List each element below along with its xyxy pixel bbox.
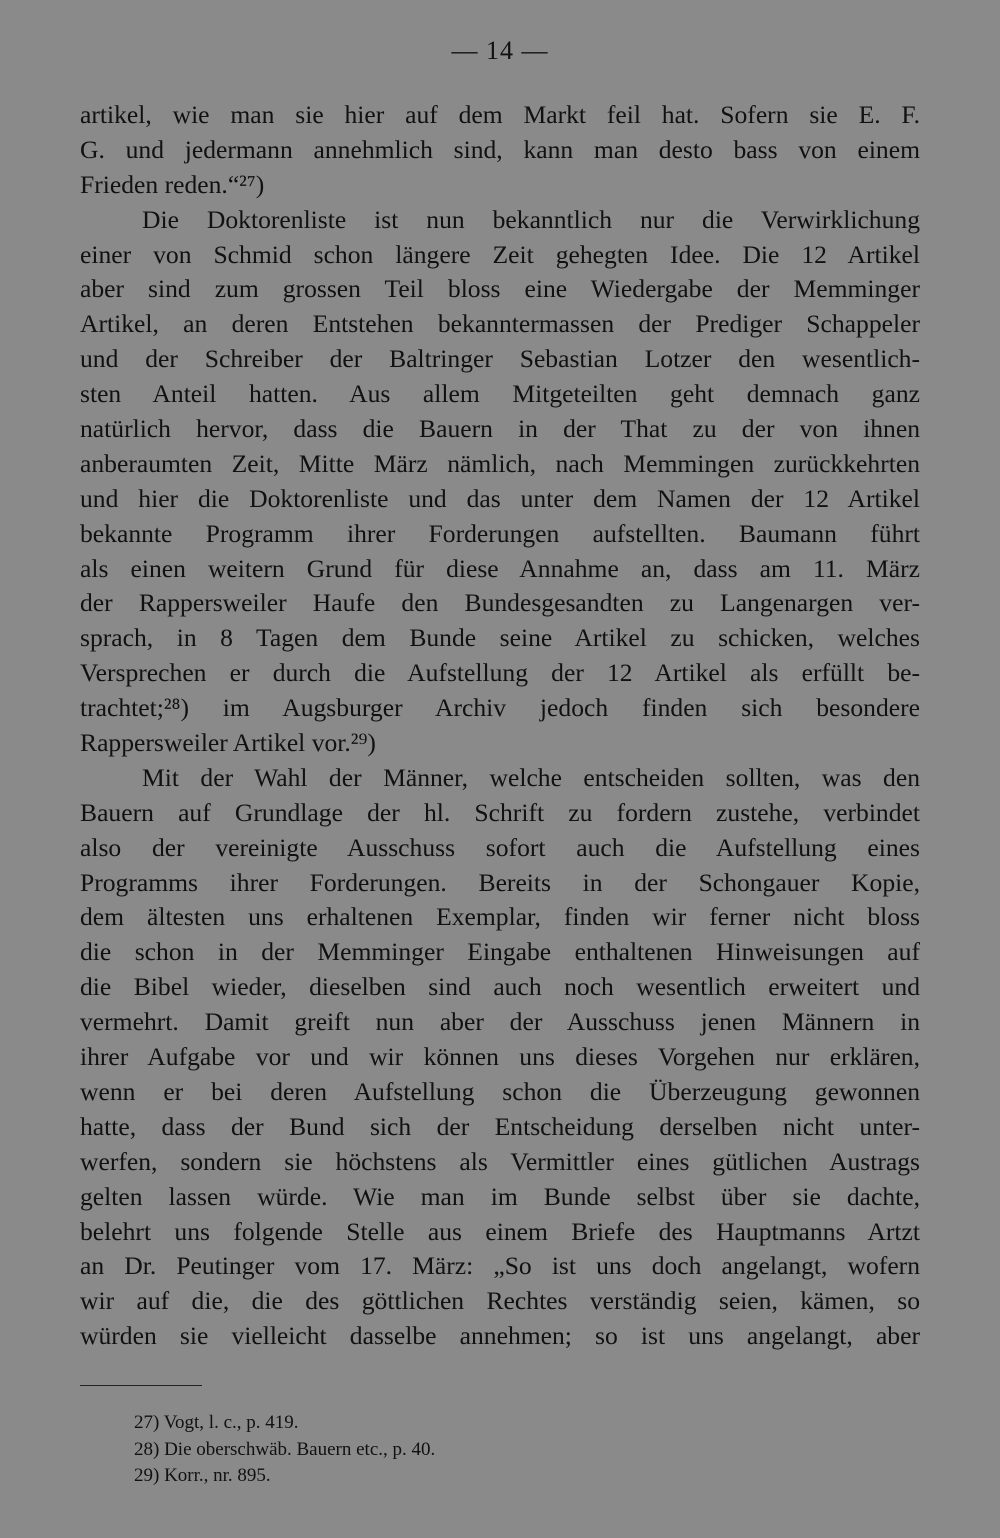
text-line: als einen weitern Grund für diese Annahme an, dass am 11. März [80, 553, 920, 583]
text-line: Bauern auf Grundlage der hl. Schrift zu fordern zustehe, verbindet [80, 797, 920, 827]
text-line: Artikel, an deren Entstehen bekanntermassen der Prediger Schappeler [80, 309, 920, 339]
text-line: die schon in der Memminger Eingabe enthaltenen Hinweisungen auf [80, 937, 920, 967]
text-line: bekannte Programm ihrer Forderungen aufstellten. Baumann führt [80, 518, 920, 548]
text-line: würden sie vielleicht dasselbe annehmen; so ist uns angelangt, aber [80, 1321, 920, 1351]
text-line: Die Doktorenliste ist nun bekanntlich nur die Verwirklichung [142, 204, 920, 234]
text-line: vermehrt. Damit greift nun aber der Ausschuss jenen Männern in [80, 1007, 920, 1037]
text-line: einer von Schmid schon längere Zeit gehegten Idee. Die 12 Artikel [80, 239, 920, 269]
page-number: — 14 — [451, 36, 549, 65]
text-line: belehrt uns folgende Stelle aus einem Briefe des Hauptmanns Artzt [80, 1216, 920, 1246]
text-line: hatte, dass der Bund sich der Entscheidung derselben nicht unter- [80, 1111, 920, 1141]
text-line: wir auf die, die des göttlichen Rechtes verständig seien, kämen, so [80, 1286, 920, 1316]
text-line: Rappersweiler Artikel vor.²⁹) [80, 728, 376, 758]
footnote: 29) Korr., nr. 895. [134, 1465, 271, 1486]
text-line: aber sind zum grossen Teil bloss eine Wiedergabe der Memminger [80, 274, 920, 304]
footnote: 27) Vogt, l. c., p. 419. [134, 1412, 299, 1433]
text-line: der Rappersweiler Haufe den Bundesgesandten zu Langenargen ver- [80, 588, 920, 618]
text-line: natürlich hervor, dass die Bauern in der That zu der von ihnen [80, 414, 920, 444]
text-line: und der Schreiber der Baltringer Sebastian Lotzer den wesentlich- [80, 344, 920, 374]
body-text [80, 98, 920, 1354]
text-line: wenn er bei deren Aufstellung schon die Überzeugung gewonnen [80, 1076, 920, 1106]
text-line: gelten lassen würde. Wie man im Bunde selbst über sie dachte, [80, 1181, 920, 1211]
text-line: werfen, sondern sie höchstens als Vermittler eines gütlichen Austrags [80, 1146, 920, 1176]
text-line: Versprechen er durch die Aufstellung der 12 Artikel als erfüllt be- [80, 658, 920, 688]
footnote: 28) Die oberschwäb. Bauern etc., p. 40. [134, 1438, 436, 1460]
text-line: dem ältesten uns erhaltenen Exemplar, finden wir ferner nicht bloss [80, 902, 920, 932]
footnotes [134, 1410, 734, 1490]
text-line: ihrer Aufgabe vor und wir können uns dieses Vorgehen nur erklären, [80, 1042, 920, 1072]
text-line: an Dr. Peutinger vom 17. März: „So ist uns doch angelangt, wofern [80, 1251, 920, 1281]
text-line: Programms ihrer Forderungen. Bereits in der Schongauer Kopie, [80, 867, 920, 897]
text-line: also der vereinigte Ausschuss sofort auch die Aufstellung eines [80, 832, 920, 862]
text-line: Frieden reden.“²⁷) [80, 169, 265, 199]
text-line: die Bibel wieder, dieselben sind auch noch wesentlich erweitert und [80, 972, 920, 1002]
text-line: und hier die Doktorenliste und das unter dem Namen der 12 Artikel [80, 483, 920, 513]
text-line: Mit der Wahl der Männer, welche entscheiden sollten, was den [142, 762, 920, 792]
text-line: G. und jedermann annehmlich sind, kann man desto bass von einem [80, 134, 920, 164]
footnote-divider [80, 1385, 202, 1386]
text-line: artikel, wie man sie hier auf dem Markt feil hat. Sofern sie E. F. [80, 100, 920, 129]
text-line: anberaumten Zeit, Mitte März nämlich, nach Memmingen zurückkehrten [80, 448, 920, 478]
text-line: trachtet;²⁸) im Augsburger Archiv jedoch finden sich besondere [80, 693, 920, 723]
text-line: sten Anteil hatten. Aus allem Mitgeteilten geht demnach ganz [80, 379, 920, 409]
text-line: sprach, in 8 Tagen dem Bunde seine Artikel zu schicken, welches [80, 623, 920, 653]
